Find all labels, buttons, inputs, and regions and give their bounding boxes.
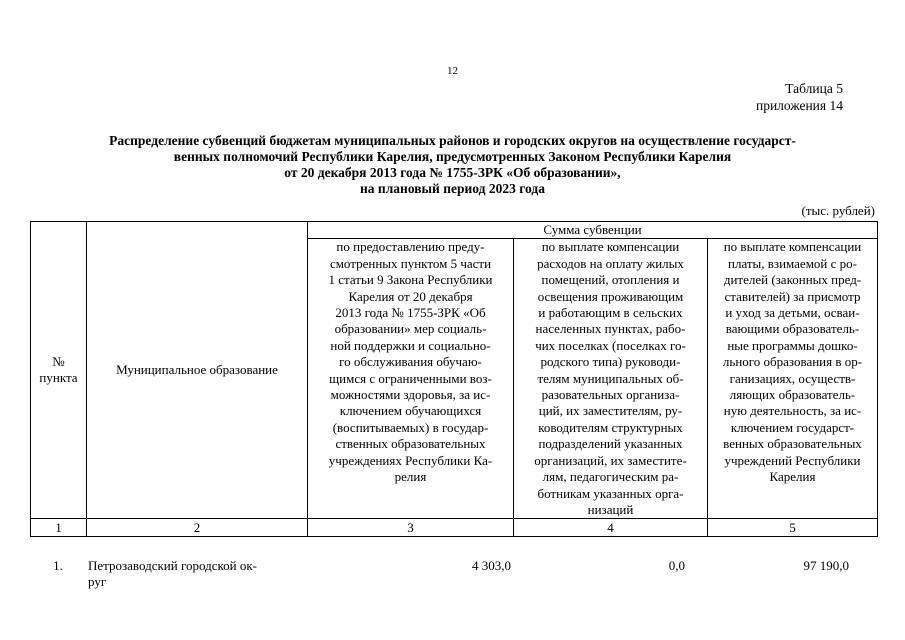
header-text-line: Карелия xyxy=(769,469,816,485)
header-text-line: можностями здоровья, за ис- xyxy=(330,387,491,403)
column-index: 5 xyxy=(708,519,878,537)
header-row xyxy=(31,222,878,239)
header-col5-text xyxy=(710,239,875,485)
header-text-line: ключением обучающихся xyxy=(339,403,482,419)
column-index-row xyxy=(31,519,878,537)
header-text-line: ную деятельность, за ис- xyxy=(723,403,862,419)
header-text-line: го обслуживания обучаю- xyxy=(339,354,482,370)
column-index: 4 xyxy=(514,519,708,537)
header-text-line: по предоставлению преду- xyxy=(336,239,485,255)
subvention-table xyxy=(30,221,878,537)
header-text-line: учреждений Республики xyxy=(724,452,861,468)
header-text-line: релия xyxy=(394,469,427,485)
title-line: на плановый период 2023 года xyxy=(360,181,545,196)
header-text-line: ной поддержки и социально- xyxy=(330,337,491,353)
header-text-line: 1 статьи 9 Закона Республики xyxy=(328,272,493,288)
header-col5 xyxy=(708,239,878,519)
header-text-line: смотренных пунктом 5 части xyxy=(329,255,492,271)
column-index: 2 xyxy=(87,519,308,537)
appendix-ref-line: приложения 14 xyxy=(755,98,843,113)
header-text-line: населенных пунктах, рабо- xyxy=(535,321,686,337)
row-municipality-line: руг xyxy=(88,574,107,589)
row-municipality xyxy=(86,558,307,590)
header-text-line: ганизациях, осуществ- xyxy=(729,370,856,386)
header-text-line: разовательных организа- xyxy=(541,387,680,403)
header-text-line: по выплате компенсации xyxy=(723,239,862,255)
header-text-line: освещения проживающим xyxy=(537,288,684,304)
header-text-line: организаций, их заместите- xyxy=(534,452,687,468)
header-col4-text xyxy=(516,239,705,518)
header-text-line: и работающим в сельских xyxy=(538,305,683,321)
header-text-line: образовании» мер социаль- xyxy=(334,321,487,337)
header-text-line: ственных образовательных xyxy=(335,436,486,452)
header-text-line: дителей (законных пред- xyxy=(723,272,862,288)
column-index: 3 xyxy=(308,519,514,537)
header-text-line: учреждениях Республики Ка- xyxy=(328,452,493,468)
header-text-line: низаций xyxy=(587,501,634,517)
header-text-line: лям, педагогическим ра- xyxy=(542,469,679,485)
header-text-line: 2013 года № 1755-ЗРК «Об xyxy=(335,305,486,321)
row-value-col3: 4 303,0 xyxy=(472,558,511,573)
header-col3-text xyxy=(310,239,511,485)
header-text-line: ляющих образователь- xyxy=(729,387,856,403)
header-number-symbol: № xyxy=(52,353,65,369)
header-text-line: расходов на оплату жилых xyxy=(537,255,684,271)
header-text-line: чих поселках (поселках го- xyxy=(535,337,686,353)
header-text-line: подразделений указанных xyxy=(538,436,683,452)
title-line: от 20 декабря 2013 года № 1755-ЗРК «Об образовании», xyxy=(284,165,621,180)
header-text-line: платы, взимаемой с ро- xyxy=(728,255,857,271)
header-number xyxy=(31,222,87,519)
row-value-col4: 0,0 xyxy=(668,558,685,573)
header-text-line: ключением государст- xyxy=(730,419,855,435)
header-text-line: щимся с ограниченными воз- xyxy=(329,370,492,386)
header-text-line: Карелия от 20 декабря xyxy=(348,288,473,304)
unit-label: (тыс. рублей) xyxy=(801,203,875,218)
header-text-line: родского типа) руководи- xyxy=(540,354,681,370)
column-index: 1 xyxy=(31,519,87,537)
header-municipality: Муниципальное образование xyxy=(87,222,308,519)
header-text-line: венных образовательных xyxy=(723,436,862,452)
title-line: Распределение субвенций бюджетам муниципальных районов и городских округов на осуществление государст- xyxy=(109,133,796,148)
row-number: 1. xyxy=(53,558,63,573)
data-rows xyxy=(30,558,877,590)
header-text-line: и уход за детьми, осваи- xyxy=(725,305,860,321)
page-number: 12 xyxy=(447,65,458,77)
header-text-line: помещений, отопления и xyxy=(541,272,680,288)
document-title xyxy=(40,133,865,197)
table-reference xyxy=(756,80,843,114)
header-number-word: пункта xyxy=(39,370,78,386)
header-text-line: ций, их заместителям, ру- xyxy=(538,403,683,419)
table-row xyxy=(30,558,877,590)
header-text-line: вающими образователь- xyxy=(725,321,860,337)
header-text-line: льного образования в ор- xyxy=(722,354,863,370)
row-value-col5: 97 190,0 xyxy=(803,558,849,573)
row-municipality-line: Петрозаводский городской ок- xyxy=(88,558,257,573)
header-text-line: ботникам указанных орга- xyxy=(537,485,684,501)
title-line: венных полномочий Республики Карелия, предусмотренных Законом Республики Карелия xyxy=(173,149,732,164)
header-text-line: по выплате компенсации xyxy=(541,239,680,255)
table-ref-line: Таблица 5 xyxy=(785,81,843,96)
header-text-line: ководителям структурных xyxy=(538,419,683,435)
header-col3 xyxy=(308,239,514,519)
header-text-line: ставителей) за присмотр xyxy=(724,288,861,304)
header-subvention-sum: Сумма субвенции xyxy=(308,222,878,239)
header-text-line: телям муниципальных об- xyxy=(537,370,684,386)
header-text-line: ные программы дошко- xyxy=(727,337,858,353)
header-text-line: (воспитываемых) в государ- xyxy=(332,419,489,435)
header-col4 xyxy=(514,239,708,519)
